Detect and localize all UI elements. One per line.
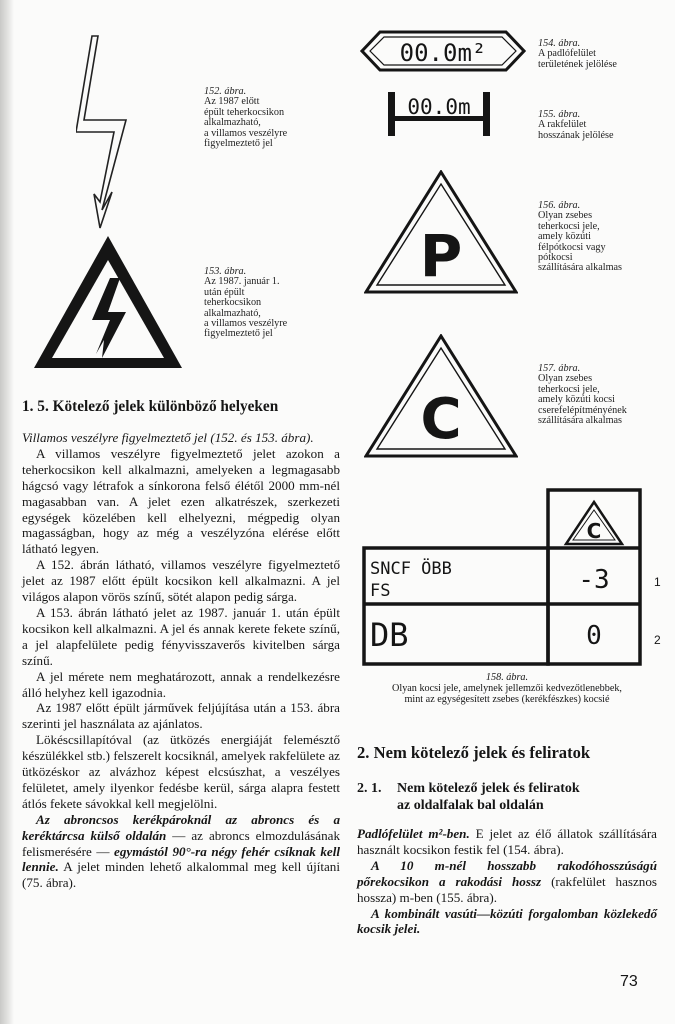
marking-railways-line-1: SNCF ÖBB xyxy=(370,559,452,579)
paragraph: Az 1987 előtt épült járművek feljújítása után a 153. ábra szerinti jel használata az ajánlatos. xyxy=(22,700,340,732)
paragraph-load-length: A 10 m-nél hosszabb rakodóhosszúságú pőrekocsikon a rakodási hossz (rakfelület hasznos hossza) m-ben (155. ábra). xyxy=(357,857,657,905)
caption-fig-152: 152. ábra. Az 1987 előtt épült teherkocsikon alkalmazható, a villamos veszélyre figyelmeztető jel xyxy=(204,86,288,150)
lead-paragraph: Villamos veszélyre figyelmeztető jel (152. és 153. ábra). xyxy=(22,430,314,445)
caption-fig-154: 154. ábra. A padlófelület területének jelölése xyxy=(538,38,617,70)
paragraph-abroncs: Az abroncsos kerékpároknál az abroncs és a keréktárcsa külső oldalán — az abroncs elmozdulásának felismerésére — egymástól 90°-ra négy fehér csíknak kell lennie. A jelet minden lehető alkalommal meg kell újítani (75. ábra). xyxy=(22,811,341,891)
row-label-1: 1 xyxy=(654,575,661,589)
electric-hazard-triangle-153 xyxy=(32,234,184,370)
load-length-sign-text: 00.0m xyxy=(407,95,471,119)
caption-fig-155: 155. ábra. A rakfelület hosszának jelölése xyxy=(538,109,614,141)
caption-fig-153: 153. ábra. Az 1987. január 1. után épült teherkocsikon alkalmazható, a villamos veszélyre figyelmeztető jel xyxy=(204,266,288,340)
page-spine-shadow xyxy=(0,0,14,1024)
floor-area-sign-text: 00.0m² xyxy=(399,39,487,67)
load-length-sign-155 xyxy=(384,92,496,136)
lightning-bolt-sign-152 xyxy=(76,34,148,230)
paragraph: A villamos veszélyre figyelmeztető jelet azokon a teherkocsikon kell alkalmazni, amelyeken a legmagasabb hágcsó vagy létrafok a sínkorona felső élétől 2000 mm-nél magasabban van. A jelet ezen alkatrészek, szerkezeti egységek közelében kell elhelyezni, mégpedig olyan magasságban, hogy az még a veszélyzóna elérése előtt látható legyen. xyxy=(22,445,340,557)
left-column-text xyxy=(22,430,340,891)
section-heading-1-5: 1. 5. Kötelező jelek különböző helyeken xyxy=(22,398,279,415)
semi-trailer-letter: P xyxy=(419,222,463,290)
section-heading-2: 2. Nem kötelező jelek és feliratok xyxy=(357,743,591,762)
swap-body-sign-157 xyxy=(364,334,518,458)
row-label-2: 2 xyxy=(654,633,661,647)
combined-transport-marking-158 xyxy=(360,488,646,668)
marking-code-minus-3: -3 xyxy=(578,565,610,595)
marking-railways-line-2: FS xyxy=(370,581,391,601)
caption-fig-157: 157. ábra. Olyan zsebes teherkocsi jele, amely közúti kocsi cserefelépítményének szállítására alkalmas xyxy=(538,363,627,427)
floor-area-sign-154 xyxy=(360,30,526,72)
paragraph: A 153. ábrán látható jelet az 1987. január 1. után épült kocsikon kell alkalmazni. A jel és annak kerete fekete színű, a jel alapfelülete pedig fényvisszaverős kivitelben sárga színű. xyxy=(22,604,340,668)
paragraph: Lökéscsillapítóval (az ütközés energiáját felemésztő készülékkel stb.) felszerelt kocsiknál, amelyek rakfelülete az ütközéskor az alvázhoz képest elcsúszhat, a veszélyes felületet, amely ilyenkor fedésbe kerül, sárga alapra festett átlós fekete sávokkal kell megjelölni. xyxy=(22,732,340,811)
subsection-heading-2-1: 2. 1. Nem kötelező jelek és feliratok az oldalfalak bal oldalán xyxy=(357,781,580,813)
paragraph-floor-area: Padlófelület m²-ben. E jelet az élő állatok szállítására használt kocsikon festik fel (154. ábra). xyxy=(357,826,657,857)
paragraph: A 152. ábrán látható, villamos veszélyre figyelmeztető jelet az 1987 előtt épült kocsikon kell alkalmazni. A jel világos alapon vörös színű, sötét alapon pedig sárga. xyxy=(22,557,340,605)
swap-body-letter: C xyxy=(420,387,462,452)
page-number: 73 xyxy=(620,973,638,990)
marking-letter-c: C xyxy=(586,519,602,543)
paragraph-combined-transport: A kombinált vasúti—közúti forgalomban közlekedő kocsik jelei. xyxy=(357,905,657,937)
paragraph: A jel mérete nem meghatározott, annak a rendelkezésre álló helyhez kell igazodnia. xyxy=(22,668,340,700)
caption-fig-158: 158. ábra. Olyan kocsi jele, amelynek jellemzői kedvezőtlenebbek, mint az egységesített zsebes (kerékfészkes) kocsié xyxy=(392,672,622,705)
caption-fig-156: 156. ábra. Olyan zsebes teherkocsi jele, amely közúti félpótkocsi vagy pótkocsi szállítására alkalmas xyxy=(538,200,623,274)
semi-trailer-sign-156 xyxy=(364,170,518,294)
marking-railway-db: DB xyxy=(370,616,409,654)
right-column-text xyxy=(357,826,657,937)
marking-code-zero: 0 xyxy=(586,621,602,651)
